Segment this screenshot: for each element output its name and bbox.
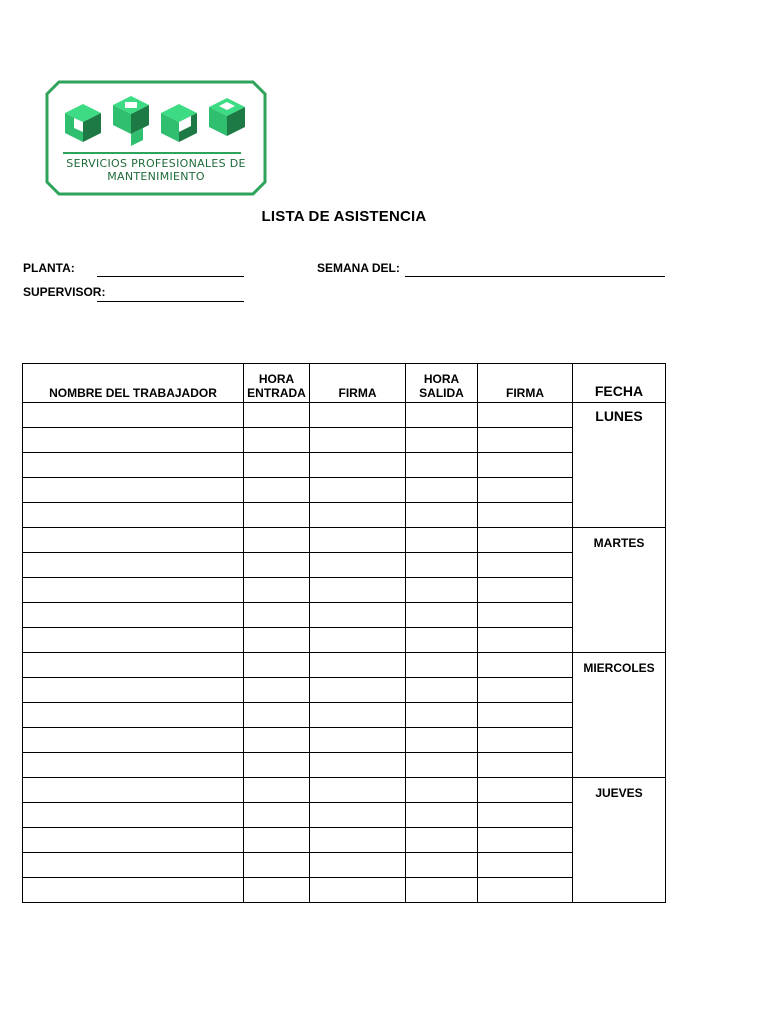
firma-entrada-cell[interactable] <box>310 628 406 653</box>
header-firma-salida: FIRMA <box>478 364 573 403</box>
hora-entrada-cell[interactable] <box>244 478 310 503</box>
firma-entrada-cell[interactable] <box>310 478 406 503</box>
hora-entrada-cell[interactable] <box>244 603 310 628</box>
hora-salida-cell[interactable] <box>406 678 478 703</box>
hora-salida-cell[interactable] <box>406 528 478 553</box>
worker-name-cell[interactable] <box>23 678 244 703</box>
firma-salida-cell[interactable] <box>478 503 573 528</box>
worker-name-cell[interactable] <box>23 503 244 528</box>
worker-name-cell[interactable] <box>23 528 244 553</box>
firma-salida-cell[interactable] <box>478 853 573 878</box>
firma-entrada-cell[interactable] <box>310 728 406 753</box>
firma-salida-cell[interactable] <box>478 803 573 828</box>
firma-salida-cell[interactable] <box>478 828 573 853</box>
hora-entrada-cell[interactable] <box>244 528 310 553</box>
hora-entrada-cell[interactable] <box>244 428 310 453</box>
hora-salida-cell[interactable] <box>406 803 478 828</box>
hora-entrada-cell[interactable] <box>244 453 310 478</box>
firma-entrada-cell[interactable] <box>310 753 406 778</box>
worker-name-cell[interactable] <box>23 478 244 503</box>
company-logo <box>45 80 267 196</box>
header-hora-entrada-line2: ENTRADA <box>247 386 306 400</box>
hora-salida-cell[interactable] <box>406 403 478 428</box>
worker-name-cell[interactable] <box>23 853 244 878</box>
semana-label: SEMANA DEL: <box>317 261 400 275</box>
table-row <box>23 428 666 453</box>
hora-entrada-cell[interactable] <box>244 878 310 903</box>
day-cell-miercoles: MIERCOLES <box>573 653 666 778</box>
table-row <box>23 803 666 828</box>
hora-salida-cell[interactable] <box>406 753 478 778</box>
page-title-text: LISTA DE ASISTENCIA <box>261 208 427 225</box>
worker-name-cell[interactable] <box>23 828 244 853</box>
logo-caption-line1: SERVICIOS PROFESIONALES DE <box>66 157 246 170</box>
worker-name-cell[interactable] <box>23 428 244 453</box>
supervisor-label: SUPERVISOR: <box>23 285 106 299</box>
table-row <box>23 553 666 578</box>
hora-salida-cell[interactable] <box>406 828 478 853</box>
worker-name-cell[interactable] <box>23 703 244 728</box>
firma-entrada-cell[interactable] <box>310 878 406 903</box>
firma-entrada-cell[interactable] <box>310 603 406 628</box>
table-row <box>23 703 666 728</box>
attendance-table <box>22 363 666 903</box>
firma-entrada-cell[interactable] <box>310 853 406 878</box>
header-hora-entrada <box>244 364 310 403</box>
hora-salida-cell[interactable] <box>406 503 478 528</box>
firma-salida-cell[interactable] <box>478 678 573 703</box>
header-nombre: NOMBRE DEL TRABAJADOR <box>23 364 244 403</box>
hora-entrada-cell[interactable] <box>244 728 310 753</box>
hora-entrada-cell[interactable] <box>244 578 310 603</box>
firma-entrada-cell[interactable] <box>310 578 406 603</box>
hora-entrada-cell[interactable] <box>244 653 310 678</box>
header-fecha: FECHA <box>573 364 666 403</box>
table-row <box>23 753 666 778</box>
firma-salida-cell[interactable] <box>478 528 573 553</box>
header-hora-salida-line1: HORA <box>423 372 460 386</box>
hora-entrada-cell[interactable] <box>244 703 310 728</box>
worker-name-cell[interactable] <box>23 803 244 828</box>
firma-salida-cell[interactable] <box>478 428 573 453</box>
table-row <box>23 778 666 803</box>
hora-entrada-cell[interactable] <box>244 753 310 778</box>
worker-name-cell[interactable] <box>23 878 244 903</box>
table-row <box>23 528 666 553</box>
firma-salida-cell[interactable] <box>478 703 573 728</box>
table-header-row <box>23 364 666 403</box>
day-cell-lunes: LUNES <box>573 403 666 528</box>
hora-salida-cell[interactable] <box>406 853 478 878</box>
logo-caption-line2: MANTENIMIENTO <box>107 170 205 183</box>
worker-name-cell[interactable] <box>23 778 244 803</box>
firma-entrada-cell[interactable] <box>310 678 406 703</box>
hora-salida-cell[interactable] <box>406 428 478 453</box>
table-row <box>23 878 666 903</box>
hora-salida-cell[interactable] <box>406 778 478 803</box>
logo-divider <box>63 152 241 154</box>
hora-salida-cell[interactable] <box>406 478 478 503</box>
header-hora-salida <box>406 364 478 403</box>
table-row <box>23 603 666 628</box>
day-cell-jueves: JUEVES <box>573 778 666 903</box>
hora-entrada-cell[interactable] <box>244 628 310 653</box>
supervisor-field[interactable] <box>97 301 244 302</box>
firma-entrada-cell[interactable] <box>310 703 406 728</box>
table-row <box>23 653 666 678</box>
table-row <box>23 503 666 528</box>
hora-entrada-cell[interactable] <box>244 678 310 703</box>
worker-name-cell[interactable] <box>23 628 244 653</box>
header-hora-entrada-line1: HORA <box>258 372 295 386</box>
table-row <box>23 728 666 753</box>
hora-salida-cell[interactable] <box>406 728 478 753</box>
hora-entrada-cell[interactable] <box>244 853 310 878</box>
planta-label: PLANTA: <box>23 261 75 275</box>
worker-name-cell[interactable] <box>23 403 244 428</box>
hora-salida-cell[interactable] <box>406 653 478 678</box>
table-row <box>23 678 666 703</box>
firma-salida-cell[interactable] <box>478 778 573 803</box>
hora-entrada-cell[interactable] <box>244 553 310 578</box>
worker-name-cell[interactable] <box>23 553 244 578</box>
hora-salida-cell[interactable] <box>406 603 478 628</box>
hora-entrada-cell[interactable] <box>244 403 310 428</box>
hora-entrada-cell[interactable] <box>244 503 310 528</box>
firma-entrada-cell[interactable] <box>310 428 406 453</box>
planta-field[interactable] <box>97 276 244 277</box>
hora-salida-cell[interactable] <box>406 878 478 903</box>
hora-salida-cell[interactable] <box>406 453 478 478</box>
hora-entrada-cell[interactable] <box>244 828 310 853</box>
logo-cubes-icon <box>63 94 253 150</box>
table-row <box>23 403 666 428</box>
firma-salida-cell[interactable] <box>478 578 573 603</box>
table-row <box>23 453 666 478</box>
hora-salida-cell[interactable] <box>406 703 478 728</box>
worker-name-cell[interactable] <box>23 728 244 753</box>
firma-entrada-cell[interactable] <box>310 403 406 428</box>
firma-salida-cell[interactable] <box>478 603 573 628</box>
worker-name-cell[interactable] <box>23 453 244 478</box>
semana-field[interactable] <box>405 276 665 277</box>
firma-salida-cell[interactable] <box>478 728 573 753</box>
header-firma-entrada: FIRMA <box>310 364 406 403</box>
firma-salida-cell[interactable] <box>478 878 573 903</box>
firma-salida-cell[interactable] <box>478 753 573 778</box>
firma-entrada-cell[interactable] <box>310 653 406 678</box>
header-hora-salida-line2: SALIDA <box>419 386 464 400</box>
firma-entrada-cell[interactable] <box>310 503 406 528</box>
hora-entrada-cell[interactable] <box>244 803 310 828</box>
firma-salida-cell[interactable] <box>478 653 573 678</box>
table-row <box>23 478 666 503</box>
table-row <box>23 578 666 603</box>
worker-name-cell[interactable] <box>23 653 244 678</box>
firma-salida-cell[interactable] <box>478 628 573 653</box>
hora-salida-cell[interactable] <box>406 578 478 603</box>
firma-salida-cell[interactable] <box>478 403 573 428</box>
firma-entrada-cell[interactable] <box>310 803 406 828</box>
firma-salida-cell[interactable] <box>478 478 573 503</box>
table-row <box>23 628 666 653</box>
firma-entrada-cell[interactable] <box>310 553 406 578</box>
worker-name-cell[interactable] <box>23 753 244 778</box>
firma-salida-cell[interactable] <box>478 453 573 478</box>
firma-entrada-cell[interactable] <box>310 778 406 803</box>
firma-entrada-cell[interactable] <box>310 453 406 478</box>
table-row <box>23 828 666 853</box>
page-title <box>0 208 768 225</box>
hora-salida-cell[interactable] <box>406 628 478 653</box>
table-row <box>23 853 666 878</box>
day-cell-martes: MARTES <box>573 528 666 653</box>
firma-salida-cell[interactable] <box>478 553 573 578</box>
firma-entrada-cell[interactable] <box>310 828 406 853</box>
attendance-body <box>23 403 666 903</box>
firma-entrada-cell[interactable] <box>310 528 406 553</box>
hora-entrada-cell[interactable] <box>244 778 310 803</box>
worker-name-cell[interactable] <box>23 578 244 603</box>
hora-salida-cell[interactable] <box>406 553 478 578</box>
worker-name-cell[interactable] <box>23 603 244 628</box>
